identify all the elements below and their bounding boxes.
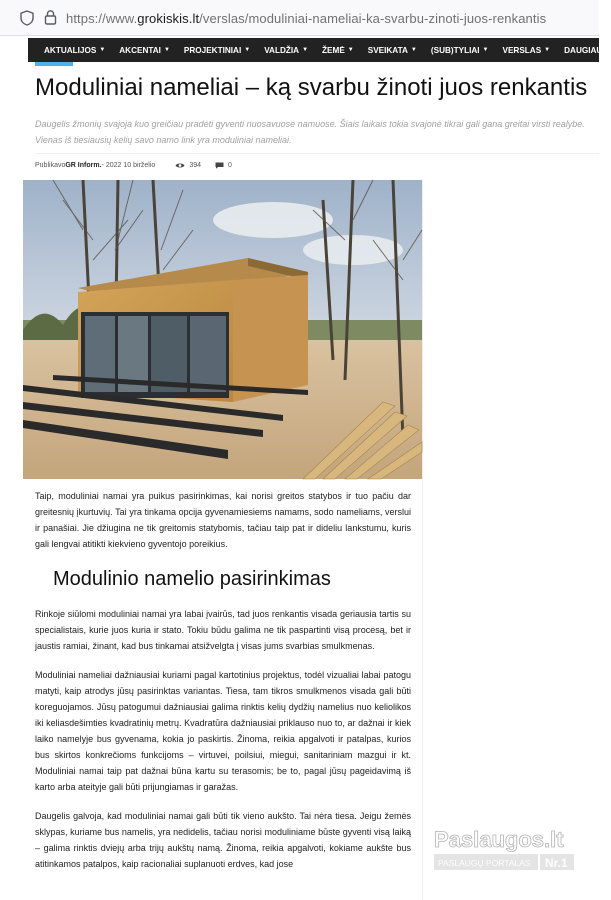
- nav-item-label: (SUB)TYLIAI: [430, 45, 480, 55]
- eye-icon: [175, 162, 185, 169]
- modular-house-photo: [23, 180, 422, 479]
- watermark-sub: PASLAUGŲ PORTALAS: [438, 858, 531, 868]
- tracking-shield-icon[interactable]: [20, 10, 34, 26]
- lock-icon[interactable]: [44, 9, 57, 26]
- url-text[interactable]: [66, 11, 546, 26]
- nav-item-valdzia[interactable]: [264, 46, 308, 55]
- category-accent-bar: [35, 62, 73, 66]
- nav-item-verslas[interactable]: [503, 46, 551, 55]
- chevron-down-icon: ▼: [99, 47, 106, 53]
- nav-item-label: PROJEKTINIAI: [183, 45, 242, 55]
- nav-item-sveikata[interactable]: [368, 46, 417, 55]
- nav-item-label: SVEIKATA: [367, 45, 408, 55]
- article-body: [35, 488, 411, 885]
- nav-item-zeme[interactable]: [322, 46, 354, 55]
- view-count-value: 394: [189, 162, 201, 169]
- comment-count[interactable]: [215, 162, 232, 169]
- chevron-down-icon: ▼: [605, 47, 611, 53]
- article-lead: Daugelis žmonių svajoja kuo greičiau pradėti gyventi nuosavuose namuose. Šiais laikais tokia svajonė tikrai gali gana greitai virsti realybe. Vienas iš tiesiausių kelių savo namo link yra moduliniai nameliai.: [35, 119, 585, 145]
- chevron-down-icon: ▼: [163, 47, 170, 53]
- nav-item-aktualijos[interactable]: [44, 46, 105, 55]
- main-navigation: [28, 38, 611, 62]
- chevron-down-icon: ▼: [347, 47, 354, 53]
- chevron-down-icon: ▼: [482, 47, 489, 53]
- watermark-brand: Paslaugos.lt: [434, 827, 564, 852]
- article-title: Moduliniai nameliai – ką svarbu žinoti juos renkantis: [35, 74, 588, 101]
- url-prefix: https://www.: [66, 11, 138, 26]
- chevron-down-icon: ▼: [302, 47, 309, 53]
- nav-item-label: ŽEMĖ: [322, 45, 345, 55]
- sidebar-divider: [422, 180, 423, 900]
- intro-paragraph: Taip, moduliniai namai yra puikus pasirinkimas, kai norisi greitos statybos ir tuo pačiu dar greitesnių įkurtuvių. Tai yra tinkama opcija gyvenamiesiems namams, sodo nameliams, verslui ir panašiai. Jie džiugina ne tik greitomis statybomis, tačiau taip pat ir dideliu lankstumu, kuris gali lengvai atitikti kiekvieno gyventojo poreikius.: [35, 491, 411, 549]
- divider: [35, 153, 599, 154]
- chevron-down-icon: ▼: [544, 47, 551, 53]
- url-host: grokiskis.lt: [137, 11, 200, 26]
- published-label: Publikavo: [35, 162, 66, 169]
- nav-item-label: VERSLAS: [502, 45, 542, 55]
- url-path: /verslas/moduliniai-nameliai-ka-svarbu-zinoti-juos-renkantis: [199, 11, 547, 26]
- body-paragraph: Daugelis galvoja, kad moduliniai namai gali būti tik vieno aukšto. Tai nėra tiesa. Jeigu žemės sklypas, kuriame bus namelis, yra nedidelis, tačiau norisi moduliniame būste gyventi visą laiką – galima rinktis dviejų arba trijų aukštų namą. Žinoma, reikia apgalvoti, kokiame aukšte bus atitinkamos patalpos, kaip racionaliai suplanuoti erdves, kad jose: [35, 811, 411, 869]
- article-meta: [35, 162, 232, 169]
- chevron-down-icon: ▼: [410, 47, 417, 53]
- meta-separator: -: [101, 162, 104, 169]
- paslaugos-watermark-logo: [430, 825, 578, 877]
- nav-item-label: VALDŽIA: [264, 45, 300, 55]
- watermark-badge: Nr.1: [545, 856, 568, 870]
- nav-item-label: AKCENTAI: [119, 45, 161, 55]
- nav-item-subtyliai[interactable]: [431, 46, 489, 55]
- featured-image[interactable]: [23, 180, 422, 479]
- body-paragraph: Moduliniai nameliai dažniausiai kuriami pagal kartotinius projektus, todėl vizualiai labai patogu matyti, kaip atrodys jūsų pasirinktas variantas. Tiesa, tam tikros smulkmenos visada gali būti koreguojamos. Jūsų patogumui dažniausiai galima rinktis kelių dydžių namelius nuo keliolikos iki keliasdešimties kvadratinių metrų. Kvadratūra dažniausiai priklauso nuo to, ar dažnai ir kiek laiko namelyje bus gyvenama, kokia jo paskirtis. Žinoma, reikia apgalvoti ir patalpas, kurios bus skirtos konkrečioms funkcijoms – virtuvei, poilsiui, miegui, sanitariniam mazgui ir kt. Moduliniai namai taip pat dažnai būna kartu su terasomis; be to, pagal jūsų pageidavimą iš karto arba ateityje gali būti prijungiamas ir garažas.: [35, 670, 411, 792]
- body-paragraph: Rinkoje siūlomi moduliniai namai yra labai įvairūs, tad juos renkantis visada geriausia tartis su specialistais, kurie juos kuria ir stato. Tokiu būdu galima ne tik paspartinti visą procesą, bet ir jaustis ramiai, žinant, kad bus tinkamai atsižvelgta į visas jums svarbias smulkmenas.: [35, 609, 411, 651]
- browser-address-bar[interactable]: [0, 0, 599, 36]
- chevron-down-icon: ▼: [244, 47, 251, 53]
- view-count: [175, 162, 201, 169]
- nav-item-label: DAUGIAU: [564, 45, 603, 55]
- nav-item-daugiau[interactable]: [564, 46, 611, 55]
- nav-item-akcentai[interactable]: [119, 46, 170, 55]
- comment-icon: [215, 162, 224, 169]
- nav-item-label: AKTUALIJOS: [44, 45, 97, 55]
- comment-count-value: 0: [228, 162, 232, 169]
- author-link[interactable]: GR Inform.: [65, 162, 102, 169]
- section-heading: Modulinio namelio pasirinkimas: [53, 568, 331, 590]
- nav-item-projektiniai[interactable]: [184, 46, 250, 55]
- publish-date: 2022 10 birželio: [105, 162, 156, 169]
